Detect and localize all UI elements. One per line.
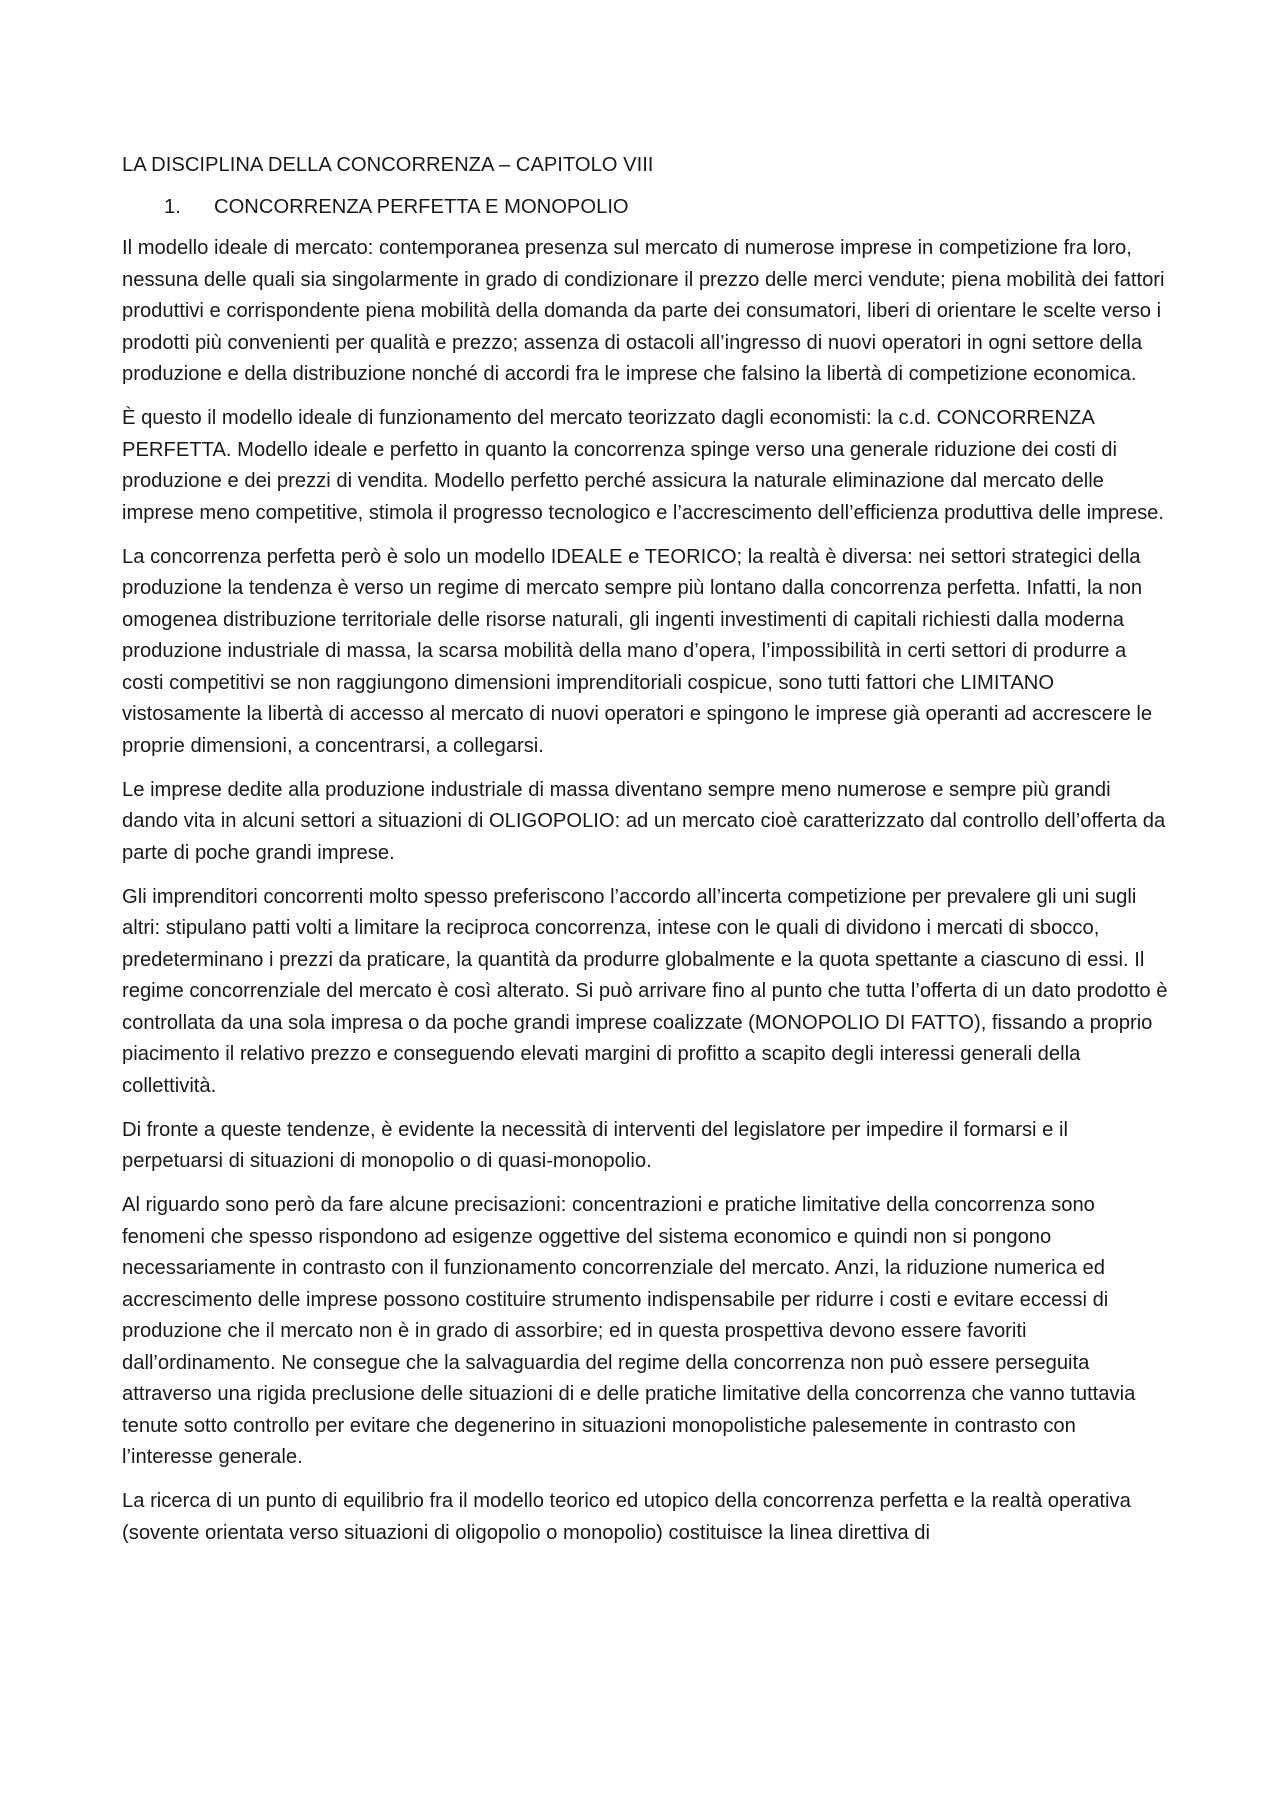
paragraph: Le imprese dedite alla produzione industriale di massa diventano sempre meno numerose e sempre più grandi dando vita in alcuni settori a situazioni di OLIGOPOLIO: ad un mercato cioè caratterizzato dal controllo dell’offerta da parte di poche grandi imprese. (122, 778, 1166, 864)
paragraph: Al riguardo sono però da fare alcune precisazioni: concentrazioni e pratiche limitative della concorrenza sono fenomeni che spesso rispondono ad esigenze oggettive del sistema economico e quindi non si pongono necessariamente in contrasto con il funzionamento concorrenziale del mercato. Anzi, la riduzione numerica ed accrescimento delle imprese possono costituire strumento indispensabile per ridurre i costi e evitare eccessi di produzione che il mercato non è in grado di assorbire; ed in questa prospettiva devono essere favoriti dall’ordinamento. Ne consegue che la salvaguardia del regime della concorrenza non può essere perseguita attraverso una rigida preclusione delle situazioni di e delle pratiche limitative della concorrenza che vanno tuttavia tenute sotto controllo per evitare che degenerino in situazioni monopolistiche palesemente in contrasto con l’interesse generale. (122, 1194, 1136, 1468)
paragraph: Il modello ideale di mercato: contemporanea presenza sul mercato di numerose imprese in competizione fra loro, nessuna delle quali sia singolarmente in grado di condizionare il prezzo delle merci vendute; piena mobilità dei fattori produttivi e corrispondente piena mobilità della domanda da parte dei consumatori, liberi di orientare le scelte verso i prodotti più convenienti per qualità e prezzo; assenza di ostacoli all’ingresso di nuovi operatori in ogni settore della produzione e della distribuzione nonché di accordi fra le imprese che falsino la libertà di competizione economica. (122, 237, 1165, 385)
section-heading (122, 192, 1168, 224)
paragraph: È questo il modello ideale di funzionamento del mercato teorizzato dagli economisti: la c.d. CONCORRENZA PERFETTA. Modello ideale e perfetto in quanto la concorrenza spinge verso una generale riduzione dei costi di produzione e dei prezzi di vendita. Modello perfetto perché assicura la naturale eliminazione dal mercato delle imprese meno competitive, stimola il progresso tecnologico e l’accrescimento dell’efficienza produttiva delle imprese. (122, 407, 1165, 524)
section-title: CONCORRENZA PERFETTA E MONOPOLIO (214, 195, 629, 218)
paragraph: Di fronte a queste tendenze, è evidente la necessità di interventi del legislatore per impedire il formarsi e il perpetuarsi di situazioni di monopolio o di quasi-monopolio. (122, 1118, 1068, 1172)
document-title: LA DISCIPLINA DELLA CONCORRENZA – CAPITOLO VIII (122, 154, 654, 176)
document-page (122, 150, 1168, 1562)
paragraph: La ricerca di un punto di equilibrio fra il modello teorico ed utopico della concorrenza perfetta e la realtà operativa (sovente orientata verso situazioni di oligopolio o monopolio) costituisce la linea direttiva di (122, 1490, 1131, 1544)
paragraph: Gli imprenditori concorrenti molto spesso preferiscono l’accordo all’incerta competizione per prevalere gli uni sugli altri: stipulano patti volti a limitare la reciproca concorrenza, intese con le quali di dividono i mercati di sbocco, predeterminano i prezzi da praticare, la quantità da produrre globalmente e la quota spettante a ciascuno di essi. Il regime concorrenziale del mercato è così alterato. Si può arrivare fino al punto che tutta l’offerta di un dato prodotto è controllata da una sola impresa o da poche grandi imprese coalizzate (MONOPOLIO DI FATTO), fissando a proprio piacimento il relativo prezzo e conseguendo elevati margini di profitto a scapito degli interessi generali della collettività. (122, 885, 1168, 1097)
paragraph: La concorrenza perfetta però è solo un modello IDEALE e TEORICO; la realtà è diversa: nei settori strategici della produzione la tendenza è verso un regime di mercato sempre più lontano dalla concorrenza perfetta. Infatti, la non omogenea distribuzione territoriale delle risorse naturali, gli ingenti investimenti di capitali richiesti dalla moderna produzione industriale di massa, la scarsa mobilità della mano d’opera, l’impossibilità in certi settori di produrre a costi competitivi se non raggiungono dimensioni imprenditoriali cospicue, sono tutti fattori che LIMITANO vistosamente la libertà di accesso al mercato di nuovi operatori e spingono le imprese già operanti ad accrescere le proprie dimensioni, a concentrarsi, a collegarsi. (122, 545, 1153, 757)
section-number: 1. (164, 195, 181, 218)
